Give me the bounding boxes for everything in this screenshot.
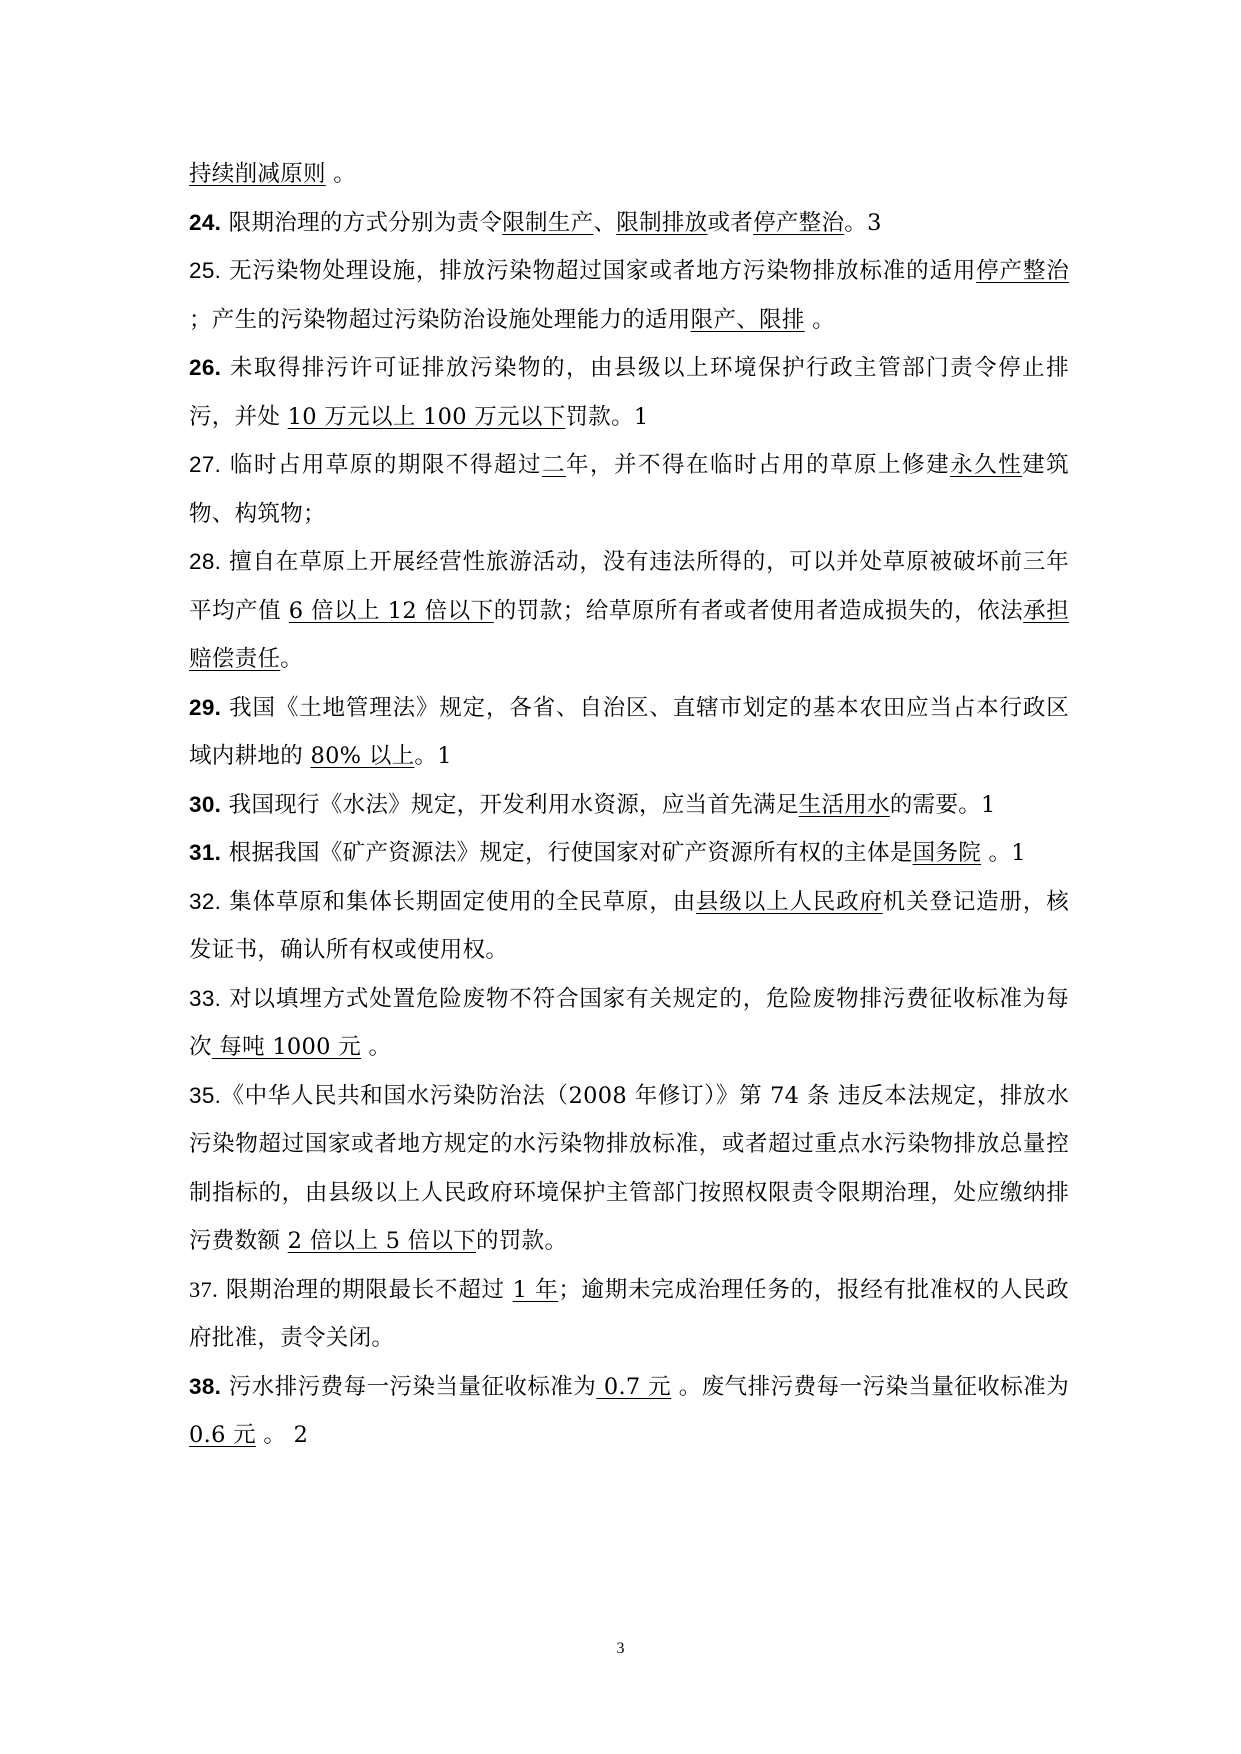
item-p32 <box>189 878 1069 975</box>
item-number: 35. <box>189 1082 222 1108</box>
item-number: 37. <box>189 1276 219 1302</box>
answer-blank: 0.6 元 <box>189 1422 256 1448</box>
item-text: 污水排污费每一污染当量征收标准为 <box>221 1373 597 1400</box>
item-p28 <box>189 538 1069 684</box>
item-text: 擅自在草原上开展经营性旅游活动，没有违法所得的，可以并处草原被破坏前三年平均产值 <box>189 549 1069 624</box>
item-p31 <box>189 829 1069 878</box>
item-p37 <box>189 1266 1069 1363</box>
answer-blank: 持续削减原则 <box>189 161 326 187</box>
item-text: 。1 <box>414 743 452 769</box>
answer-blank: 80% 以上 <box>310 743 415 769</box>
item-p35 <box>189 1072 1069 1266</box>
item-number: 27. <box>189 452 222 477</box>
item-text: 临时占用草原的期限不得超过 <box>221 452 542 478</box>
answer-blank: 每吨 1000 元 <box>211 1034 362 1060</box>
answer-blank: 限产、限排 <box>690 306 805 333</box>
item-text: 无污染物处理设施，排放污染物超过国家或者地方污染物排放标准的适用 <box>221 258 977 284</box>
item-p38 <box>189 1363 1069 1460</box>
item-text: 。 2 <box>255 1422 309 1448</box>
answer-blank: 生活用水 <box>798 791 890 818</box>
item-number: 25. <box>189 258 222 283</box>
answer-blank: 停产整治 <box>753 209 845 236</box>
item-text: ；产生的污染物超过污染防治设施处理能力的适用 <box>189 306 691 333</box>
item-p23 <box>189 150 1069 199</box>
answer-blank: 县级以上人民政府 <box>696 888 883 915</box>
item-number: 28. <box>189 549 222 574</box>
item-text: 。 <box>804 306 835 333</box>
item-p30 <box>189 781 1069 830</box>
item-text: 。废气排污费每一污染当量征收标准为 <box>671 1373 1069 1400</box>
item-text: 限期治理的期限最长不超过 <box>218 1276 513 1303</box>
answer-blank: 1 年 <box>512 1276 559 1303</box>
item-number: 32. <box>189 888 222 914</box>
item-p27 <box>189 441 1069 538</box>
item-text: 。 <box>280 646 304 672</box>
item-text: 年，并不得在临时占用的草原上修建 <box>565 452 951 478</box>
item-p25 <box>189 247 1069 344</box>
answer-blank: 停产整治 <box>976 258 1070 284</box>
item-number: 38. <box>189 1373 222 1399</box>
item-p24 <box>189 199 1069 248</box>
item-text: 。 <box>325 161 357 187</box>
item-p29 <box>189 684 1069 781</box>
item-number: 31. <box>189 840 222 865</box>
answer-blank: 限制排放 <box>616 209 708 236</box>
item-text: 集体草原和集体长期固定使用的全民草原，由 <box>221 888 697 915</box>
item-text: 《中华人民共和国水污染防治法（2008 年修订）》第 74 条 违反本法规定，排放水污染物超过国家或者地方规定的水污染物排放标准，或者超过重点水污染物排放总量控制指标的，由县级以上人民政府环境保护主管部门按照权限责令限期治理，处应缴纳排污费数额 <box>189 1082 1069 1254</box>
item-text: 机关登记造册，核发证书，确认所有权或使用权。 <box>189 888 1069 963</box>
answer-blank: 6 倍以上 12 倍以下 <box>288 597 494 624</box>
item-number: 24. <box>189 209 222 235</box>
item-text: 的需要。1 <box>889 791 996 818</box>
answer-blank: 国务院 <box>912 840 982 866</box>
answer-blank: 2 倍以上 5 倍以下 <box>287 1228 477 1254</box>
item-text: 我国现行《水法》规定，开发利用水资源，应当首先满足 <box>221 791 799 818</box>
item-text: 未取得排污许可证排放污染物的，由县级以上环境保护行政主管部门责令停止排污，并处 <box>189 355 1069 430</box>
item-text: 的罚款。 <box>476 1228 568 1254</box>
item-number: 33. <box>189 985 222 1011</box>
item-text: ；逾期未完成治理任务的，报经有批准权的人民政府批准，责令关闭。 <box>189 1276 1069 1351</box>
item-text: 根据我国《矿产资源法》规定，行使国家对矿产资源所有权的主体是 <box>221 840 913 866</box>
answer-blank: 永久性 <box>950 452 1023 478</box>
item-number: 29. <box>189 694 222 720</box>
item-p26 <box>189 344 1069 441</box>
item-text: 。3 <box>844 209 882 236</box>
item-text: 罚款。1 <box>565 403 649 430</box>
item-text: 对以填埋方式处置危险废物不符合国家有关规定的，危险废物排污费征收标准为每次 <box>189 985 1069 1060</box>
answer-blank: 10 万元以上 100 万元以下 <box>287 403 566 430</box>
item-text: 的罚款；给草原所有者或者使用者造成损失的，依法 <box>493 597 1024 624</box>
answer-blank: 承担赔偿责任 <box>189 597 1069 672</box>
item-p33 <box>189 975 1069 1072</box>
item-text: 限期治理的方式分别为责令 <box>221 209 503 236</box>
document-body <box>189 150 1069 1460</box>
item-text: 。1 <box>981 840 1026 866</box>
answer-blank: 限制生产 <box>502 209 594 236</box>
answer-blank: 二 <box>541 452 566 478</box>
item-text: 或者 <box>707 209 754 236</box>
item-number: 26. <box>189 355 222 380</box>
page-number: 3 <box>616 1640 625 1657</box>
item-text: 我国《土地管理法》规定，各省、自治区、直辖市划定的基本农田应当占本行政区域内耕地的 <box>189 694 1069 769</box>
item-text: 、 <box>593 209 617 236</box>
item-text: 建筑物、构筑物； <box>189 452 1069 527</box>
answer-blank: 0.7 元 <box>596 1373 672 1400</box>
item-text: 。 <box>361 1034 392 1060</box>
item-number: 30. <box>189 791 222 817</box>
